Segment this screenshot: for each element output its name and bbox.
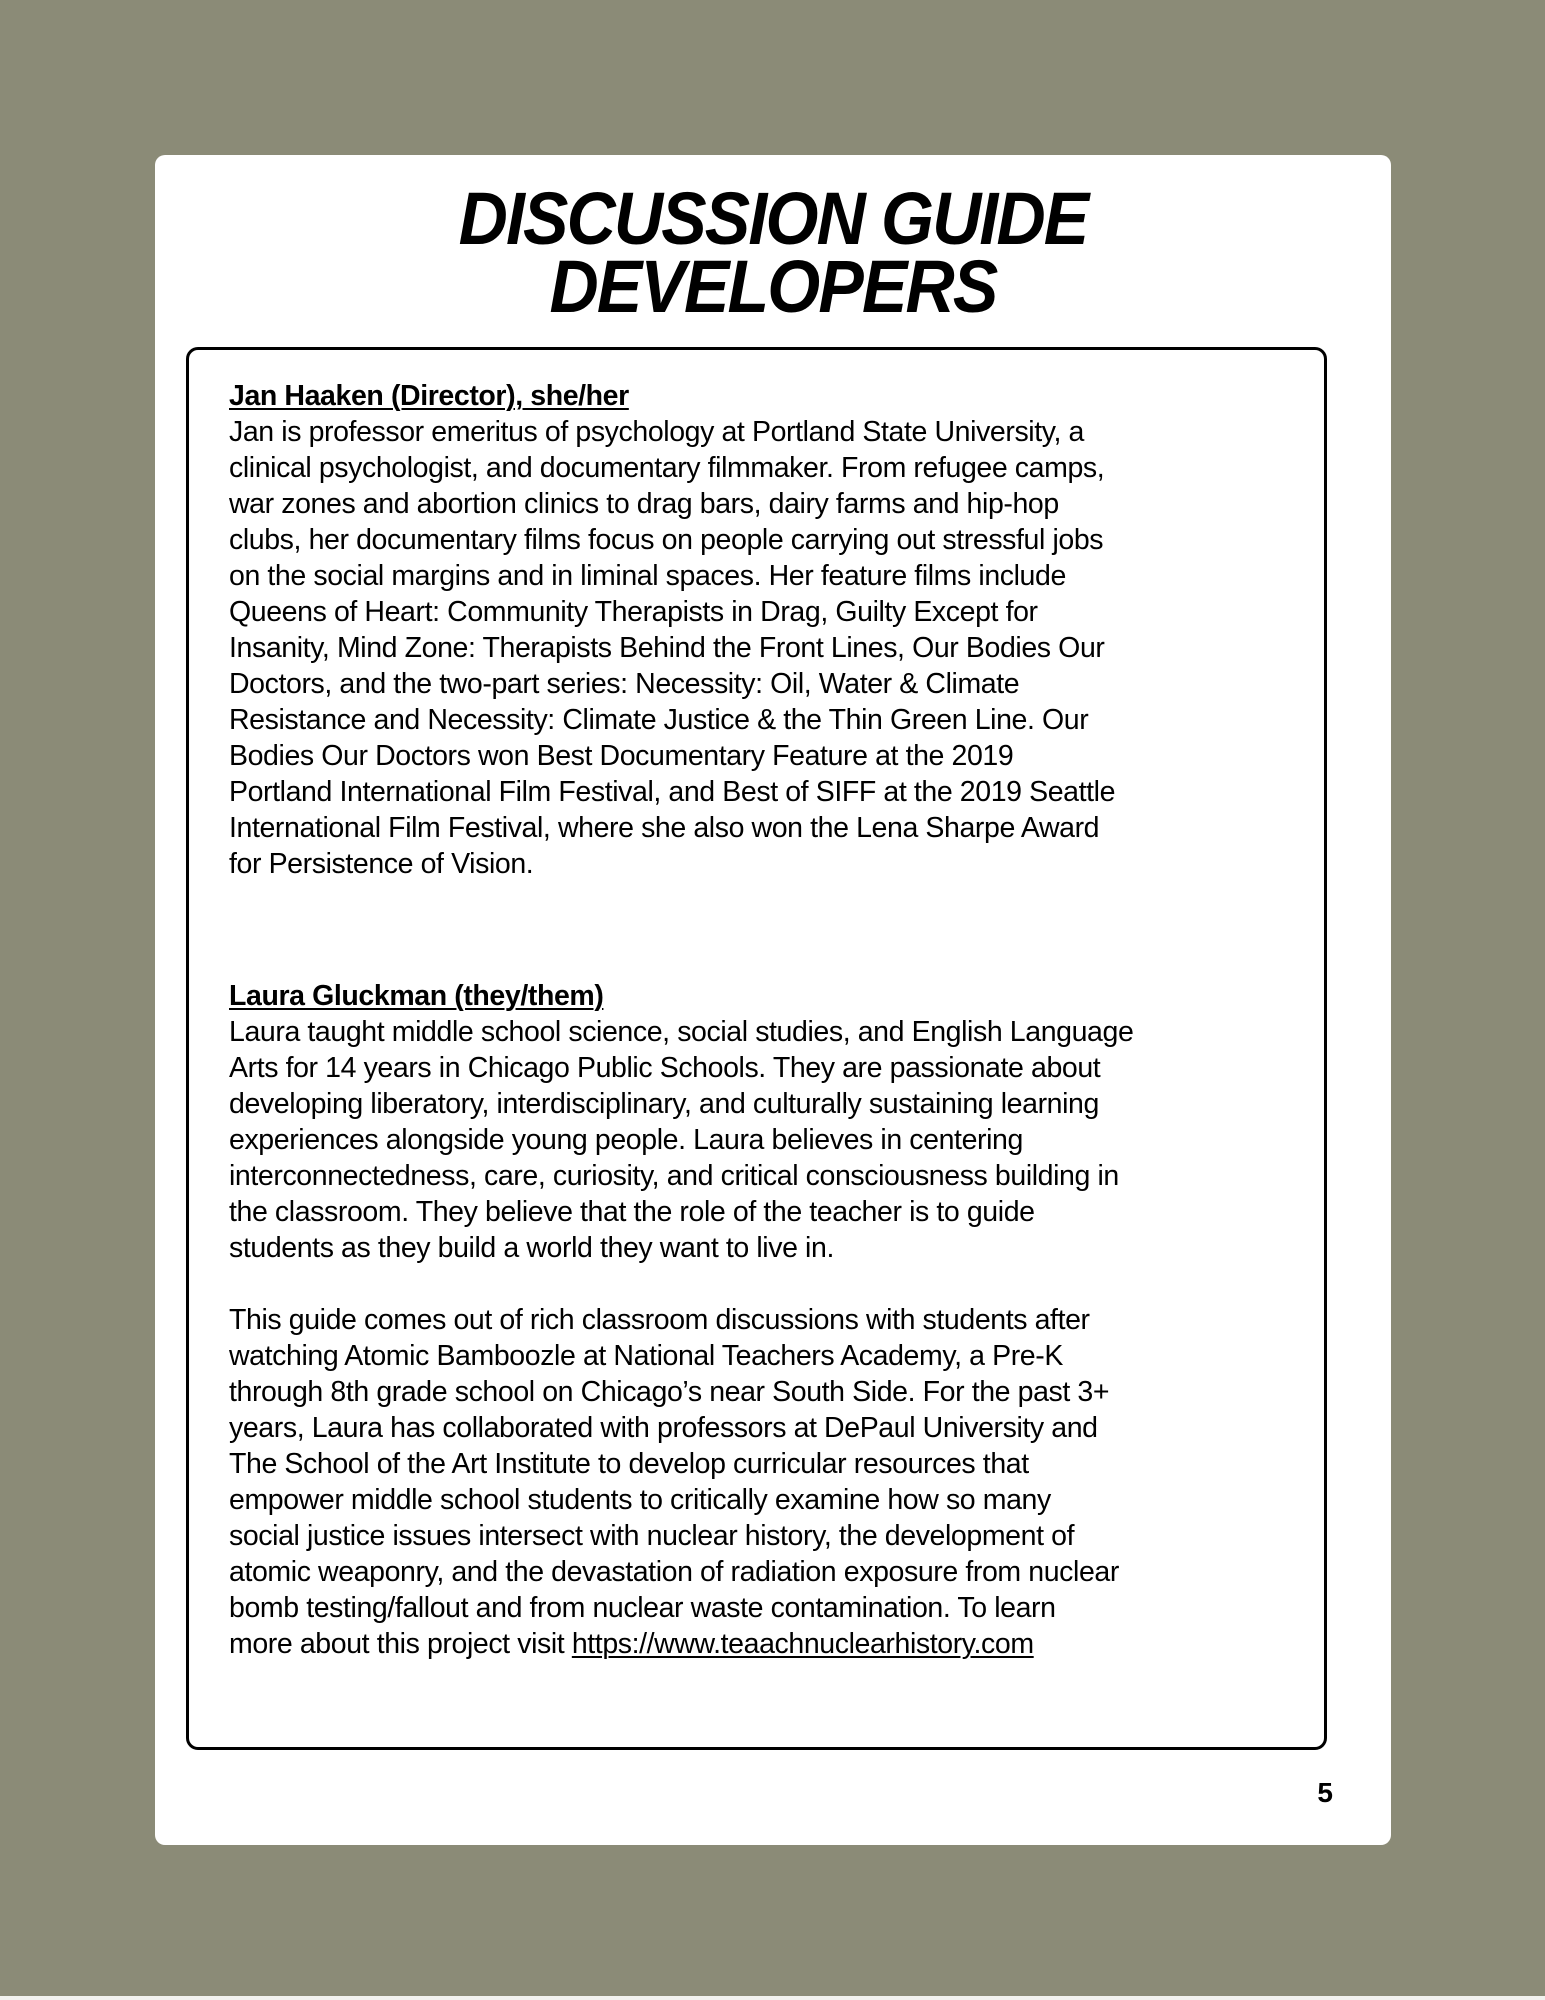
guide-text-line-last [229,1626,1119,1662]
page-title-line-2: DEVELOPERS [549,245,997,328]
bio-text-line: clubs, her documentary films focus on people carrying out stressful jobs [229,524,1104,556]
bio-text-line: students as they build a world they want to live in. [229,1232,834,1264]
bio-text-line: Arts for 14 years in Chicago Public Schools. They are passionate about [229,1052,1101,1084]
bio-text-line: Portland International Film Festival, and Best of SIFF at the 2019 Seattle [229,776,1116,808]
bio-jan-haaken [229,378,1115,882]
guide-text-line: atomic weaponry, and the devastation of radiation exposure from nuclear [229,1556,1119,1588]
guide-text-line: empower middle school students to critically examine how so many [229,1484,1051,1516]
guide-text-line: The School of the Art Institute to develop curricular resources that [229,1448,1029,1480]
page-title-line-1: DISCUSSION GUIDE [458,177,1088,260]
bio-text-line: developing liberatory, interdisciplinary, and culturally sustaining learning [229,1088,1099,1120]
bio-text-line: interconnectedness, care, curiosity, and critical consciousness building in [229,1160,1119,1192]
bio-heading-jan-haaken: Jan Haaken (Director), she/her [229,380,629,412]
teach-nuclear-history-link[interactable]: https://www.teaachnuclearhistory.com [571,1628,1034,1660]
developers-content-box [186,347,1327,1750]
bio-text-line: Bodies Our Doctors won Best Documentary Feature at the 2019 [229,740,1014,772]
bio-text-line: clinical psychologist, and documentary filmmaker. From refugee camps, [229,452,1105,484]
bio-text-line: Laura taught middle school science, social studies, and English Language [229,1016,1134,1048]
bio-text-line: on the social margins and in liminal spaces. Her feature films include [229,560,1066,592]
bio-text-line: experiences alongside young people. Laura believes in centering [229,1124,1023,1156]
bio-text-line: the classroom. They believe that the role of the teacher is to guide [229,1196,1035,1228]
bio-text-line: Insanity, Mind Zone: Therapists Behind the Front Lines, Our Bodies Our [229,632,1105,664]
page-title [204,177,1341,328]
bio-text-line: Queens of Heart: Community Therapists in Drag, Guilty Except for [229,596,1038,628]
bio-text-line: war zones and abortion clinics to drag bars, dairy farms and hip-hop [229,488,1059,520]
guide-text-line: social justice issues intersect with nuclear history, the development of [229,1520,1075,1552]
guide-text-line: bomb testing/fallout and from nuclear waste contamination. To learn [229,1592,1056,1624]
guide-text-line: years, Laura has collaborated with professors at DePaul University and [229,1412,1098,1444]
page-card [155,155,1391,1845]
bio-text-line: Resistance and Necessity: Climate Justice & the Thin Green Line. Our [229,704,1089,736]
bio-text-line: International Film Festival, where she also won the Lena Sharpe Award [229,812,1100,844]
page-number: 5 [1317,1777,1333,1808]
guide-text-line: through 8th grade school on Chicago’s near South Side. For the past 3+ [229,1376,1110,1408]
guide-text-line: watching Atomic Bamboozle at National Teachers Academy, a Pre-K [229,1340,1063,1372]
bio-text-line: Doctors, and the two-part series: Necessity: Oil, Water & Climate [229,668,1020,700]
bio-text-line: Jan is professor emeritus of psychology at Portland State University, a [229,416,1084,448]
bio-heading-laura-gluckman: Laura Gluckman (they/them) [229,980,604,1012]
bio-text-line: for Persistence of Vision. [229,848,534,880]
bio-laura-gluckman [229,978,1133,1266]
guide-link-prefix: more about this project visit [229,1628,572,1660]
bottom-edge-strip [0,1996,1545,2000]
guide-origin-paragraph [229,1302,1119,1662]
guide-text-line: This guide comes out of rich classroom discussions with students after [229,1304,1090,1336]
